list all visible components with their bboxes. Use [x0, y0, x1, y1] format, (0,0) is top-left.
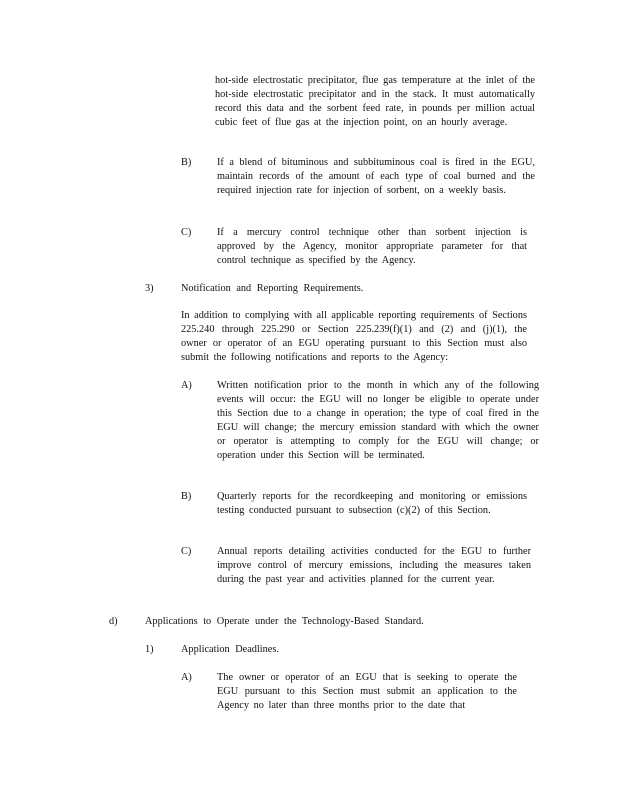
item-c-marker: C) — [181, 227, 192, 238]
section-d-heading: Applications to Operate under the Technology-Based Standard. — [145, 616, 424, 627]
section-3-item-a-marker: A) — [181, 380, 192, 391]
section-d1-heading: Application Deadlines. — [181, 644, 279, 655]
item-b-marker: B) — [181, 157, 192, 168]
section-3-item-a-text: Written notification prior to the month in which any of the following events will occur: the EGU will no longer be eligible to operate under this Section due to a change in operation; the type of coal fired in the EGU will change; the mercury emission standard with which the owner or operator is attempting to comply for the EGU will change; or operation under this Section will be terminated. — [217, 380, 539, 461]
section-d-marker: d) — [109, 616, 118, 627]
section-3-item-c-text: Annual reports detailing activities conducted for the EGU to further improve control of mercury emissions, including the measures taken during the past year and activities planned for the current year. — [217, 546, 531, 585]
section-d1-item-a-marker: A) — [181, 672, 192, 683]
continuation-paragraph: hot-side electrostatic precipitator, flue gas temperature at the inlet of the hot-side electrostatic precipitator and in the stack. It must automatically record this data and the sorbent feed rate, in pounds per million actual cubic feet of flue gas at the injection point, on an hourly average. — [215, 75, 535, 128]
section-3-item-b-text: Quarterly reports for the recordkeeping and monitoring or emissions testing conducted pursuant to subsection (c)(2) of this Section. — [217, 491, 527, 516]
item-c-text: If a mercury control technique other than sorbent injection is approved by the Agency, monitor appropriate parameter for that control technique as specified by the Agency. — [217, 227, 527, 266]
section-3-heading: Notification and Reporting Requirements. — [181, 283, 364, 294]
section-d1-item-a-text: The owner or operator of an EGU that is seeking to operate the EGU pursuant to this Section must submit an application to the Agency no later than three months prior to the date that — [217, 672, 517, 711]
section-3-item-b-marker: B) — [181, 491, 192, 502]
section-3-intro: In addition to complying with all applicable reporting requirements of Sections 225.240 through 225.290 or Section 225.239(f)(1) and (2) and (j)(1), the owner or operator of an EGU operating pursuant to this Section must also submit the following notifications and reports to the Agency: — [181, 310, 527, 363]
section-3-marker: 3) — [145, 283, 154, 294]
section-d1-marker: 1) — [145, 644, 154, 655]
section-3-item-c-marker: C) — [181, 546, 192, 557]
item-b-text: If a blend of bituminous and subbituminous coal is fired in the EGU, maintain records of the amount of each type of coal burned and the required injection rate for injection of sorbent, on a weekly basis. — [217, 157, 535, 196]
